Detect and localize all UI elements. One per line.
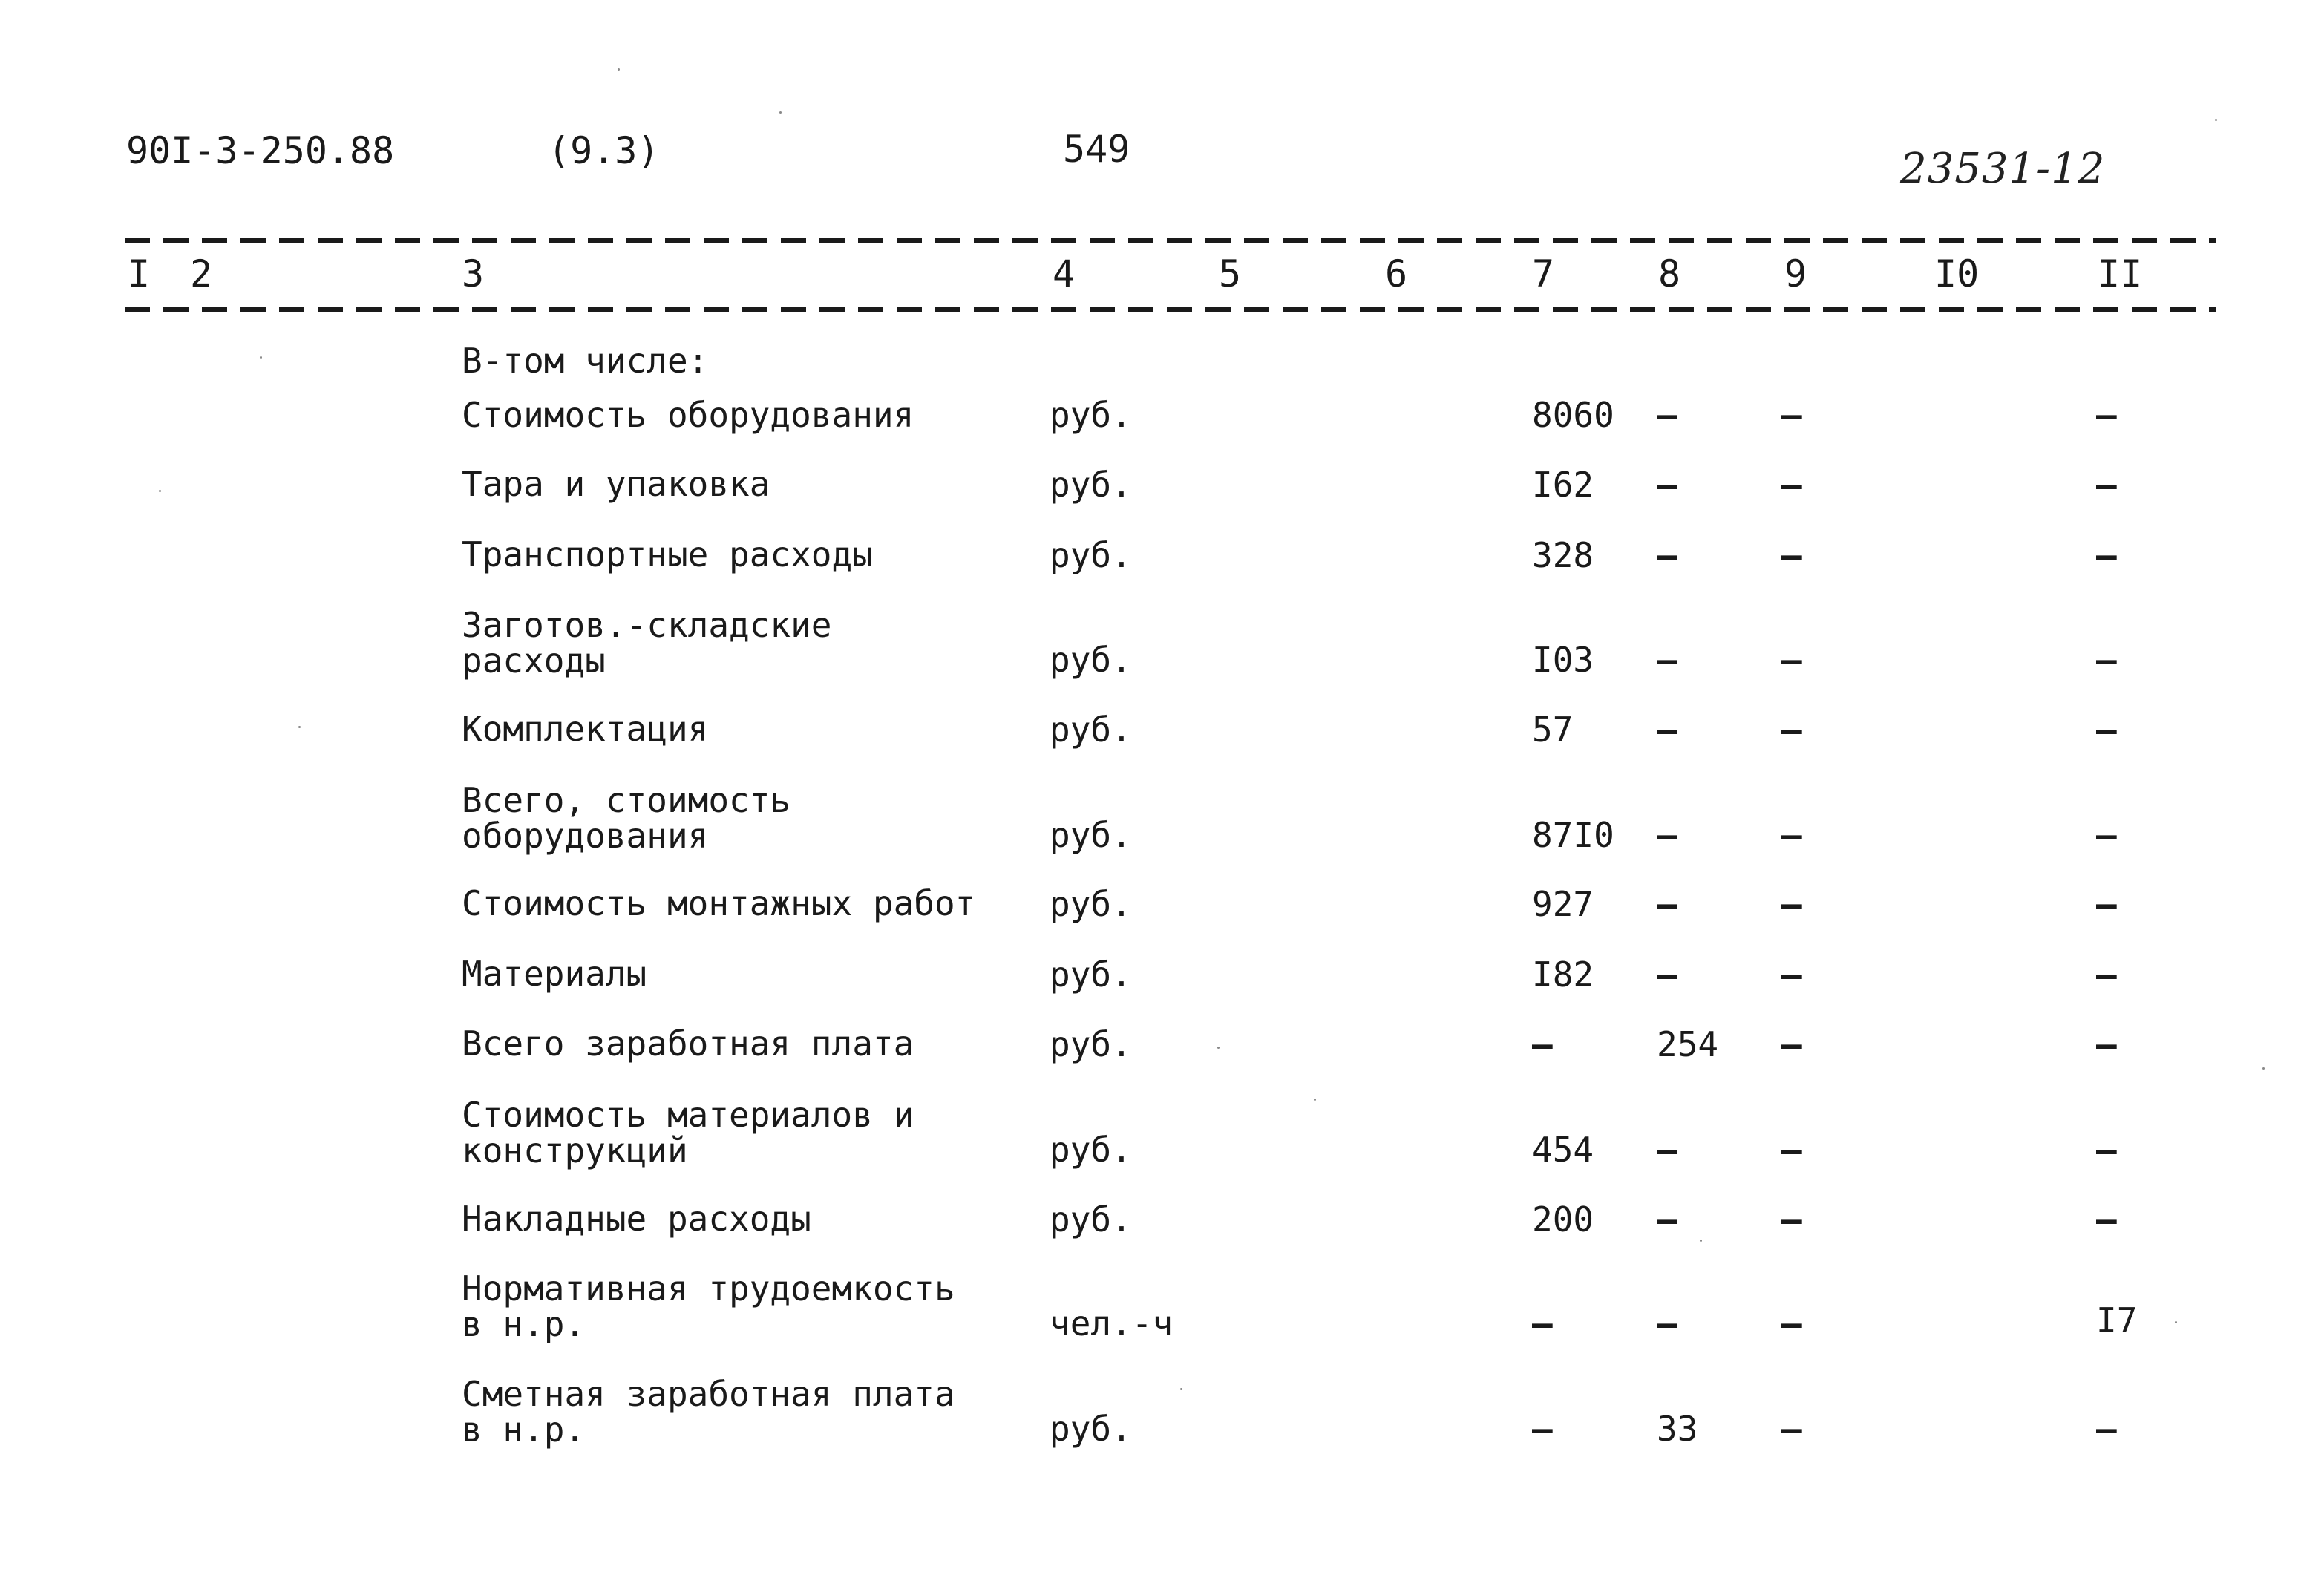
row-unit: руб.	[1050, 640, 1132, 680]
row-col7: 8060	[1532, 395, 1614, 435]
row-col11: –	[2096, 1199, 2117, 1240]
row-col8: –	[1657, 1199, 1677, 1240]
row-name: Стоимость монтажных работ	[462, 883, 976, 923]
row-col7: –	[1532, 1303, 1553, 1343]
handwritten-number: 23531-12	[1900, 145, 2106, 193]
row-unit: руб.	[1050, 395, 1132, 435]
row-col9: –	[1781, 1024, 1802, 1064]
row-col7: I03	[1532, 640, 1594, 680]
row-col11: –	[2096, 815, 2117, 855]
row-col9: –	[1781, 1199, 1802, 1240]
row-unit: руб.	[1050, 710, 1132, 750]
column-header-1: I	[128, 252, 151, 295]
row-col11: –	[2096, 1024, 2117, 1064]
row-col7: 454	[1532, 1130, 1594, 1170]
scan-speck	[1180, 1388, 1182, 1390]
row-unit: руб.	[1050, 535, 1132, 575]
row-col11: –	[2096, 395, 2117, 435]
scan-speck	[779, 111, 782, 114]
intro-label: В-том числе:	[462, 341, 709, 381]
page-number: 549	[1063, 128, 1130, 171]
column-header-3: 3	[462, 252, 485, 295]
scan-speck	[2262, 1067, 2265, 1070]
row-col11: –	[2096, 955, 2117, 995]
row-name: Всего, стоимость оборудования	[462, 780, 791, 856]
scan-speck	[2175, 1321, 2177, 1323]
row-unit: руб.	[1050, 1199, 1132, 1240]
row-col8: –	[1657, 640, 1677, 680]
row-col8: 33	[1657, 1409, 1698, 1449]
row-unit: руб.	[1050, 955, 1132, 995]
scan-speck	[1217, 1047, 1220, 1049]
row-col9: –	[1781, 1409, 1802, 1449]
row-name: Нормативная трудоемкость в н.р.	[462, 1268, 955, 1344]
row-col8: –	[1657, 815, 1677, 855]
row-col9: –	[1781, 465, 1802, 505]
row-col7: 87I0	[1532, 815, 1614, 855]
header-bottom-rule	[125, 307, 2216, 312]
column-header-6: 6	[1385, 252, 1408, 295]
scan-speck	[159, 490, 161, 492]
row-name: Стоимость материалов и конструкций	[462, 1095, 914, 1171]
column-header-4: 4	[1053, 252, 1076, 295]
row-name: Накладные расходы	[462, 1199, 811, 1239]
row-col8: 254	[1657, 1024, 1719, 1064]
column-header-2: 2	[190, 252, 213, 295]
row-unit: чел.-ч	[1050, 1303, 1174, 1343]
section-number: (9.3)	[548, 129, 660, 172]
row-col11: I7	[2096, 1300, 2138, 1340]
column-header-9: 9	[1784, 252, 1807, 295]
row-name: Сметная заработная плата в н.р.	[462, 1374, 955, 1450]
document-code: 90I-3-250.88	[126, 129, 395, 172]
row-col9: –	[1781, 395, 1802, 435]
header-top-rule	[125, 238, 2216, 243]
row-col9: –	[1781, 535, 1802, 575]
row-name: Всего заработная плата	[462, 1024, 914, 1064]
row-col11: –	[2096, 535, 2117, 575]
row-name: Заготов.-складские расходы	[462, 605, 832, 681]
row-col9: –	[1781, 1130, 1802, 1170]
row-col8: –	[1657, 395, 1677, 435]
column-header-7: 7	[1532, 252, 1555, 295]
row-unit: руб.	[1050, 465, 1132, 505]
row-col11: –	[2096, 1130, 2117, 1170]
row-col11: –	[2096, 710, 2117, 750]
row-col7: 200	[1532, 1199, 1594, 1240]
row-col7: 927	[1532, 884, 1594, 924]
row-col11: –	[2096, 1409, 2117, 1449]
row-name: Транспортные расходы	[462, 534, 873, 574]
scan-speck	[260, 356, 262, 359]
row-col7: –	[1532, 1024, 1553, 1064]
row-unit: руб.	[1050, 815, 1132, 855]
scan-speck	[618, 68, 620, 71]
row-col11: –	[2096, 884, 2117, 924]
row-col8: –	[1657, 955, 1677, 995]
scan-speck	[2215, 119, 2217, 121]
row-name: Тара и упаковка	[462, 464, 770, 504]
row-col9: –	[1781, 884, 1802, 924]
row-name: Стоимость оборудования	[462, 395, 914, 435]
row-unit: руб.	[1050, 884, 1132, 924]
row-col9: –	[1781, 955, 1802, 995]
row-unit: руб.	[1050, 1130, 1132, 1170]
row-col7: 57	[1532, 710, 1574, 750]
scan-speck	[298, 726, 301, 728]
row-col8: –	[1657, 465, 1677, 505]
row-col7: 328	[1532, 535, 1594, 575]
row-name: Материалы	[462, 954, 647, 994]
column-header-10: I0	[1934, 252, 1980, 295]
row-col8: –	[1657, 535, 1677, 575]
row-col9: –	[1781, 815, 1802, 855]
row-unit: руб.	[1050, 1409, 1132, 1449]
scan-speck	[1700, 1240, 1702, 1242]
column-header-8: 8	[1658, 252, 1681, 295]
row-col8: –	[1657, 884, 1677, 924]
row-col11: –	[2096, 640, 2117, 680]
column-header-11: II	[2098, 252, 2143, 295]
row-name: Комплектация	[462, 709, 709, 749]
row-col9: –	[1781, 1303, 1802, 1343]
row-col8: –	[1657, 1303, 1677, 1343]
row-col7: I82	[1532, 955, 1594, 995]
row-col9: –	[1781, 710, 1802, 750]
row-unit: руб.	[1050, 1024, 1132, 1064]
row-col7: –	[1532, 1409, 1553, 1449]
row-col9: –	[1781, 640, 1802, 680]
column-header-5: 5	[1219, 252, 1242, 295]
row-col8: –	[1657, 710, 1677, 750]
row-col8: –	[1657, 1130, 1677, 1170]
row-col7: I62	[1532, 465, 1594, 505]
row-col11: –	[2096, 465, 2117, 505]
scan-speck	[1314, 1099, 1316, 1101]
